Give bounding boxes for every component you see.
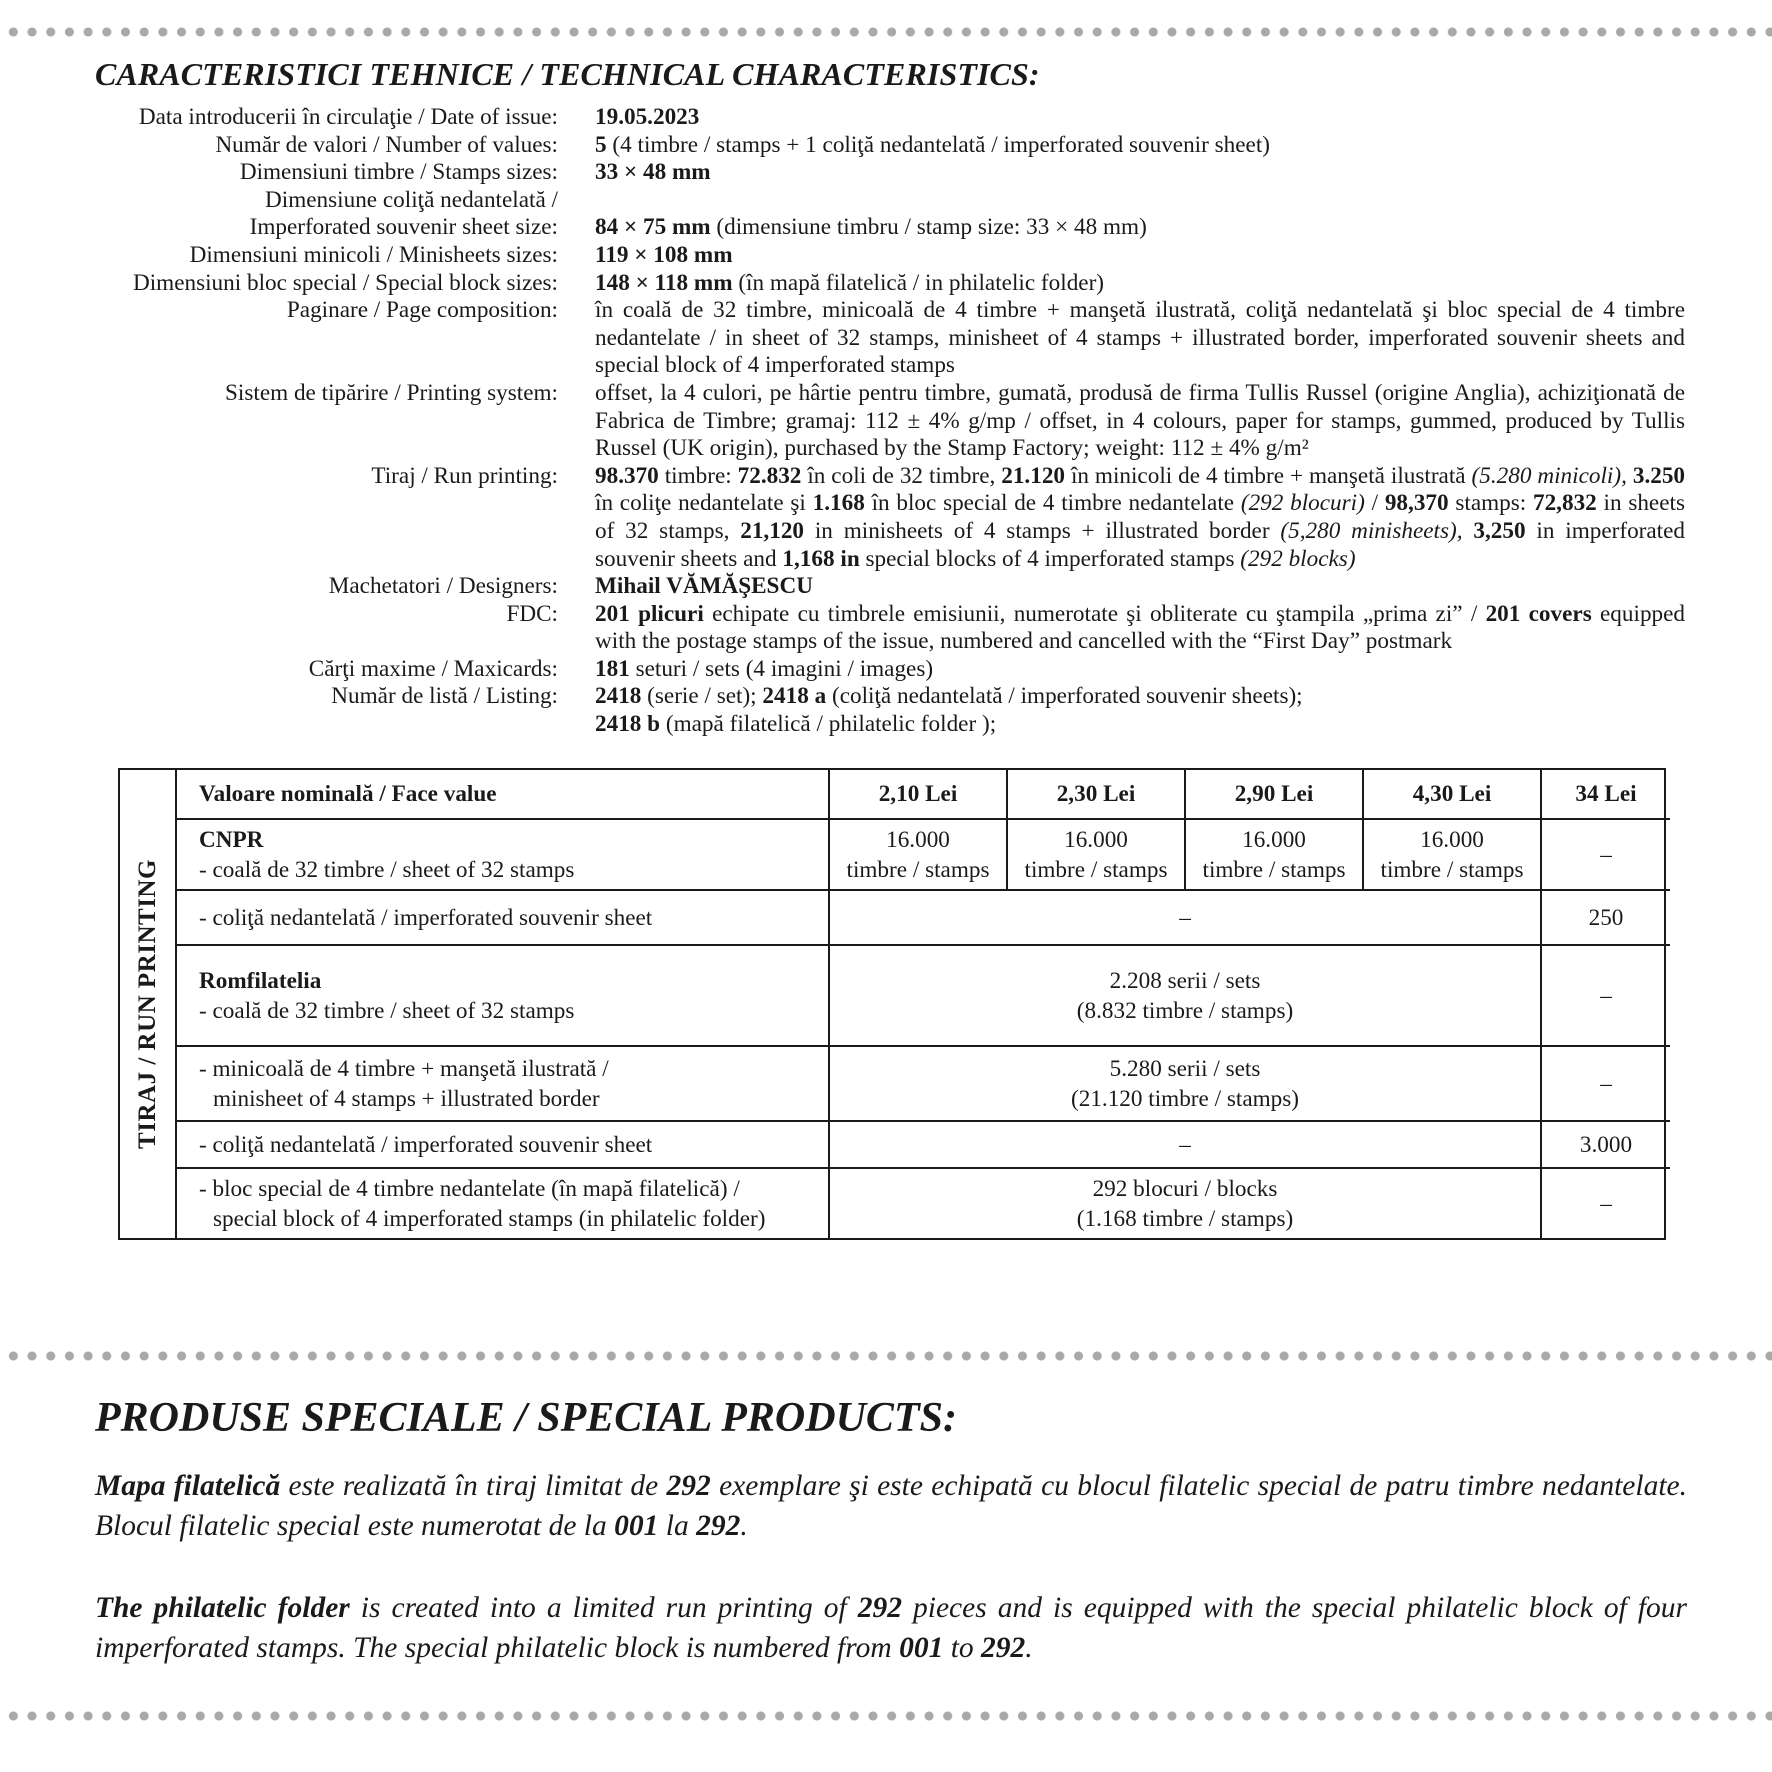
special-paragraph-ro	[95, 1466, 1687, 1546]
bold-text: 148 × 118 mm	[595, 269, 733, 296]
text-segment: echipate cu timbrele emisiunii, numerotate şi obliterate cu ştampila „prima zi” /	[703, 600, 1486, 627]
text-segment: la	[658, 1510, 697, 1542]
text-segment: în coli de 32 timbre,	[801, 462, 1002, 489]
bold-text: The philatelic folder	[95, 1592, 350, 1624]
text-segment: în coală de 32 timbre, minicoală de 4 timbre + manşetă ilustrată, coliţă nedantelată şi bloc special de 4 timbre nedantelate / in sheet of 32 stamps, minisheet of 4 stamps + illustrated border, imperforated souvenir sheets and special block of 4 imperforated stamps	[595, 297, 1685, 379]
header-value-2-30: 2,30 Lei	[1007, 770, 1185, 819]
text-segment: timbre:	[658, 462, 738, 489]
spec-value	[595, 573, 1685, 601]
spec-value	[595, 270, 1685, 298]
text-segment: (în mapă filatelică / in philatelic folder)	[732, 269, 1105, 296]
romfilatelia-sheet-last: –	[1541, 945, 1670, 1046]
spec-label: Dimensiuni timbre / Stamps sizes:	[239, 159, 558, 186]
row-desc-romfilatelia-sheet	[177, 945, 829, 1046]
text-segment: equipped with the postage stamps of the issue, numbered and cancelled with the “First Day” postmark	[595, 600, 1686, 655]
dotted-divider-top	[0, 27, 1772, 37]
spec-label: Machetatori / Designers:	[328, 573, 558, 600]
special-products-title: PRODUSE SPECIALE / SPECIAL PRODUCTS:	[95, 1395, 957, 1441]
text-segment: offset, la 4 culori, pe hârtie pentru timbre, gumată, produsă de firma Tullis Russel (origine Anglia), achiziţionată de Fabrica de Timbre; gramaj: 112 ± 4% g/mp / offset, in 4 colours, paper for stamps, gummed, produced by Tullis Russel (UK origin), purchased by the Stamp Factory; weight: 112 ± 4% g/m²	[595, 379, 1685, 462]
text-segment: stamps:	[1448, 490, 1533, 517]
romfilatelia-souvenir-span: –	[829, 1121, 1541, 1168]
italic-text: (5.280 minicoli),	[1471, 462, 1627, 489]
spec-label: Dimensiuni minicoli / Minisheets sizes:	[189, 241, 558, 268]
spec-value	[595, 104, 1685, 132]
dotted-divider-middle	[0, 1351, 1772, 1361]
bold-text: 119 × 108 mm	[595, 241, 733, 268]
spec-row	[95, 380, 1695, 463]
text-segment: seturi / sets (4 imagini / images)	[629, 655, 934, 682]
text-segment: (dimensiune timbru / stamp size: 33 × 48 mm)	[710, 214, 1147, 241]
italic-text: (292 blocks)	[1240, 545, 1356, 572]
spec-value	[595, 297, 1685, 380]
spec-value	[595, 656, 1685, 684]
spec-row	[95, 656, 1695, 684]
romfilatelia-mini-last: –	[1541, 1046, 1670, 1121]
spec-row	[95, 159, 1695, 187]
table-row	[177, 1121, 1670, 1168]
spec-row	[95, 132, 1695, 160]
technical-specs-list	[95, 104, 1695, 739]
bold-text: 292	[857, 1592, 902, 1624]
spec-label: Sistem de tipărire / Printing system:	[225, 379, 558, 406]
header-value-2-10: 2,10 Lei	[829, 770, 1007, 819]
romfilatelia-heading: Romfilatelia	[199, 967, 322, 994]
table-row	[177, 890, 1670, 945]
spec-label: Număr de valori / Number of values:	[215, 131, 558, 158]
romfilatelia-block-last: –	[1541, 1168, 1670, 1238]
cnpr-souvenir-desc: - coliţă nedantelată / imperforated souvenir sheet	[177, 890, 829, 945]
dotted-divider-bottom	[0, 1711, 1772, 1721]
table-row	[177, 819, 1670, 890]
header-value-34: 34 Lei	[1541, 770, 1670, 819]
cnpr-sheet-value: 16.000 timbre / stamps	[829, 819, 1007, 890]
spec-label: Număr de listă / Listing:	[331, 683, 558, 710]
spec-row	[95, 463, 1695, 573]
spec-row	[95, 270, 1695, 298]
text-segment: în bloc special de 4 timbre nedantelate	[864, 490, 1241, 517]
text-segment: special blocks of 4 imperforated stamps	[859, 545, 1241, 572]
spec-value	[595, 463, 1685, 573]
run-printing-side-label	[120, 770, 177, 1238]
text-segment: pieces and is equipped with the special philatelic block of four imperforated stamps. The special philatelic block is numbered from	[95, 1592, 1687, 1664]
row-desc-cnpr-sheet	[177, 819, 829, 890]
spec-row	[95, 242, 1695, 270]
bold-text: 2418 a	[762, 683, 827, 710]
spec-value	[595, 214, 1685, 242]
mini-desc-line-1: - minicoală de 4 timbre + manşetă ilustrată /	[199, 1055, 609, 1082]
text-segment: in minisheets of 4 stamps + illustrated border	[804, 517, 1281, 544]
bold-text: 3,250	[1473, 517, 1526, 544]
spec-row	[95, 683, 1695, 738]
text-segment: to	[943, 1632, 982, 1664]
bold-text: 21,120	[740, 517, 804, 544]
romfilatelia-souvenir-last: 3.000	[1541, 1121, 1670, 1168]
bold-text: 5	[595, 131, 607, 158]
block-desc-line-2: special block of 4 imperforated stamps (in philatelic folder)	[213, 1205, 766, 1232]
text-segment	[1463, 518, 1474, 544]
bold-text: 72.832	[737, 462, 802, 489]
spec-row	[95, 573, 1695, 601]
run-table-grid	[177, 770, 1670, 1238]
cnpr-sheet-value: 16.000 timbre / stamps	[1007, 819, 1185, 890]
spec-value	[595, 380, 1685, 463]
text-segment: în coliţe nedantelate şi	[595, 490, 813, 517]
spec-label: Cărţi maxime / Maxicards:	[308, 655, 558, 682]
cnpr-souvenir-last: 250	[1541, 890, 1670, 945]
bold-text: 292	[696, 1510, 741, 1542]
table-row	[177, 1046, 1670, 1121]
bold-text: 21.120	[1001, 462, 1065, 489]
header-value-4-30: 4,30 Lei	[1363, 770, 1541, 819]
table-row	[177, 1168, 1670, 1238]
bold-text: 001	[614, 1510, 659, 1542]
spec-label: Tiraj / Run printing:	[371, 462, 558, 489]
bold-text: 33 × 48 mm	[595, 159, 711, 186]
table-header-row	[177, 770, 1670, 819]
spec-label: Paginare / Page composition:	[286, 297, 558, 324]
row-desc-romfilatelia-mini	[177, 1046, 829, 1121]
spec-value	[595, 242, 1685, 270]
side-label-text: TIRAJ / RUN PRINTING	[133, 859, 161, 1149]
bold-text: 201 covers	[1485, 600, 1592, 627]
romfilatelia-block-span: 292 blocuri / blocks (1.168 timbre / stamps)	[829, 1168, 1541, 1238]
bold-text: Mihail VĂMĂŞESCU	[595, 573, 813, 600]
cnpr-heading: CNPR	[199, 826, 264, 853]
text-segment: .	[1025, 1632, 1033, 1664]
spec-value	[595, 132, 1685, 160]
text-segment: este realizată în tiraj limitat de	[280, 1470, 667, 1502]
bold-text: 2418	[595, 683, 642, 710]
row-desc-romfilatelia-block	[177, 1168, 829, 1238]
cnpr-souvenir-span: –	[829, 890, 1541, 945]
text-segment: in imperforated souvenir sheets and	[595, 517, 1685, 572]
romfilatelia-mini-span: 5.280 serii / sets (21.120 timbre / stamps)	[829, 1046, 1541, 1121]
bold-text: 181	[595, 655, 630, 682]
bold-text: 1.168	[812, 490, 865, 517]
spec-row	[95, 187, 1695, 242]
text-segment: in sheets of 32 stamps,	[595, 490, 1685, 544]
text-segment: /	[1364, 490, 1385, 517]
bold-text: 292	[666, 1470, 711, 1502]
spec-value	[595, 683, 1685, 738]
text-segment: (4 timbre / stamps + 1 coliţă nedantelată / imperforated souvenir sheet)	[606, 131, 1270, 158]
spec-row	[95, 601, 1695, 656]
romfilatelia-souvenir-desc: - coliţă nedantelată / imperforated souvenir sheet	[177, 1121, 829, 1168]
spec-label: Data introducerii în circulaţie / Date of issue:	[138, 104, 558, 130]
cnpr-sheet-value: –	[1541, 819, 1670, 890]
spec-label: Dimensiune coliţă nedantelată / Imperforated souvenir sheet size:	[249, 186, 558, 241]
text-segment: (coliţă nedantelată / imperforated souvenir sheets);	[826, 683, 1303, 710]
block-desc-line-1: - bloc special de 4 timbre nedantelate (în mapă filatelică) /	[199, 1175, 740, 1202]
cnpr-sheet-desc: - coală de 32 timbre / sheet of 32 stamps	[199, 856, 575, 883]
bold-text: 98.370	[595, 462, 659, 489]
bold-text: 201 plicuri	[595, 600, 704, 627]
text-segment: în minicoli de 4 timbre + manşetă ilustrată	[1065, 462, 1472, 489]
italic-text: (5,280 minisheets),	[1280, 517, 1463, 544]
cnpr-sheet-value: 16.000 timbre / stamps	[1363, 819, 1541, 890]
spec-label: FDC:	[506, 600, 558, 627]
technical-title: CARACTERISTICI TEHNICE / TECHNICAL CHARACTERISTICS:	[95, 56, 1040, 92]
header-value-2-90: 2,90 Lei	[1185, 770, 1363, 819]
bold-text: 19.05.2023	[595, 104, 700, 130]
spec-row	[95, 104, 1695, 132]
romfilatelia-sheet-desc: - coală de 32 timbre / sheet of 32 stamps	[199, 997, 575, 1024]
text-segment: .	[740, 1510, 748, 1542]
cnpr-sheet-value: 16.000 timbre / stamps	[1185, 819, 1363, 890]
italic-text: (292 blocuri)	[1240, 490, 1365, 517]
text-segment: is created into a limited run printing of	[349, 1592, 858, 1624]
bold-text: 72,832	[1532, 490, 1597, 517]
bold-text: 3.250	[1632, 462, 1686, 489]
romfilatelia-sheet-span: 2.208 serii / sets (8.832 timbre / stamps)	[829, 945, 1541, 1046]
bold-text: 84 × 75 mm	[595, 214, 711, 241]
bold-text: 2418 b	[595, 711, 661, 738]
table-row	[177, 945, 1670, 1046]
spec-label: Dimensiuni bloc special / Special block sizes:	[132, 269, 558, 296]
text-segment: (serie / set);	[641, 683, 763, 710]
spec-row	[95, 297, 1695, 380]
bold-text: 1,168 in	[782, 545, 860, 572]
special-paragraph-en	[95, 1588, 1687, 1668]
bold-text: Mapa filatelică	[95, 1470, 281, 1502]
bold-text: 98,370	[1384, 490, 1449, 517]
text-segment: exemplare şi este echipată cu blocul filatelic special de patru timbre nedantelate. Blocul filatelic special este numerotat de la	[95, 1470, 1687, 1542]
bold-text: 292	[981, 1632, 1026, 1664]
spec-value	[595, 601, 1685, 656]
bold-text: 001	[899, 1632, 944, 1664]
run-printing-table	[118, 768, 1666, 1240]
text-segment: (mapă filatelică / philatelic folder );	[660, 711, 997, 738]
spec-value	[595, 159, 1685, 187]
mini-desc-line-2: minisheet of 4 stamps + illustrated border	[213, 1085, 600, 1112]
header-face-value: Valoare nominală / Face value	[177, 770, 829, 819]
